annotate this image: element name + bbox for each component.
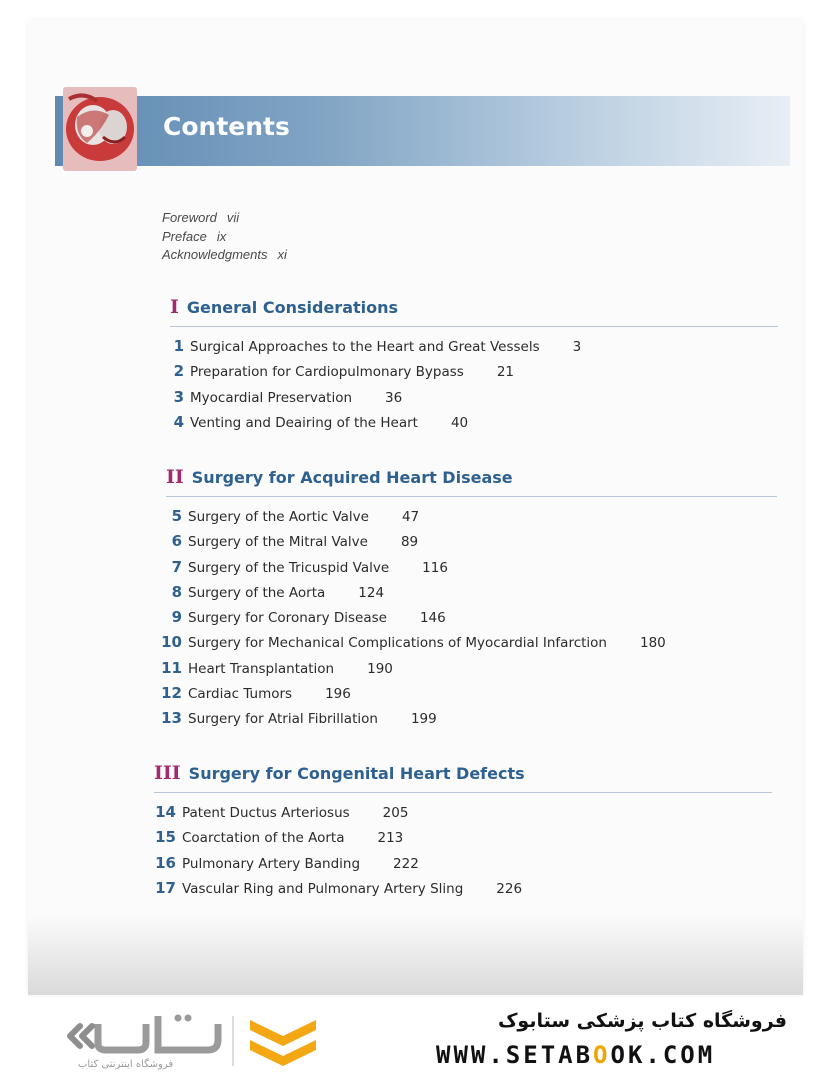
chapter-row [166,583,777,608]
chapter-title: Surgery of the Aorta [188,584,326,601]
chapter-number: 4 [173,412,184,431]
chapter-row [170,413,778,438]
chapter-row [166,507,777,532]
front-matter-label: Acknowledgments [162,247,268,262]
front-matter-list [162,209,287,265]
chapter-number: 5 [171,507,182,525]
chapter-row [154,854,772,879]
page-shadow [28,915,803,995]
front-matter-item [162,228,287,247]
url-suffix: OK.COM [610,1041,716,1069]
chapter-number: 8 [171,582,182,601]
chapter-number: 6 [171,532,182,551]
chapter-number: 16 [155,853,176,872]
chapter-row [166,608,777,633]
chapter-list [154,803,772,904]
url-mid: ETAB [523,1041,594,1069]
part-2 [161,466,777,735]
chapter-row [154,828,772,853]
chapter-number: 14 [155,803,176,821]
front-matter-page: xi [277,247,287,262]
chapter-title: Surgery of the Mitral Valve [188,534,368,551]
part-numeral: II [166,466,184,488]
chapter-page: 199 [410,711,437,728]
chapter-list [170,337,778,438]
page-title: Contents [163,112,290,141]
chapter-title: Coarctation of the Aorta [182,830,345,847]
chapter-number: 10 [161,633,182,652]
front-matter-page: ix [216,228,227,244]
section-divider [166,496,777,497]
chapter-number: 3 [173,387,184,406]
front-matter-label: Preface [162,228,207,244]
chapter-number: 1 [173,337,184,355]
front-matter-item [162,209,287,228]
section-divider [154,792,772,793]
chapter-page: 36 [385,389,403,406]
heart-illustration-icon [63,87,137,171]
chapter-row [161,709,777,734]
chapter-title: Surgery for Coronary Disease [188,610,387,627]
chapter-row [170,362,778,387]
chapter-page: 196 [325,686,351,703]
chapter-number: 7 [171,557,182,576]
chapter-title: Vascular Ring and Pulmonary Artery Sling [182,880,464,897]
chapter-row [161,633,777,658]
chapter-page: 3 [572,339,582,355]
chapter-page: 190 [367,660,393,677]
chapter-title: Surgery of the Tricuspid Valve [188,559,390,576]
front-matter-item [162,246,287,265]
chapter-page: 226 [496,880,523,897]
chapter-title: Patent Ductus Arteriosus [182,805,350,821]
chapter-row [166,532,777,557]
chapter-page: 146 [419,610,446,627]
chapter-page: 89 [400,534,419,551]
chapter-number: 15 [155,828,176,847]
front-matter-page: vii [226,210,240,225]
url-highlight: O [593,1041,611,1069]
part-1 [170,296,778,438]
logo-subtitle: فروشگاه اینترنتی کتاب [78,1059,174,1070]
section-divider [170,326,778,327]
front-matter-label: Foreword [162,210,217,225]
chapter-row [161,684,777,709]
chapter-title: Surgery for Mechanical Complications of Myocardial Infarction [188,635,607,652]
chapter-page: 205 [382,805,409,821]
chapter-list [161,507,777,735]
part-title: General Considerations [186,298,399,317]
chapter-number: 13 [161,709,182,728]
chapter-title: Cardiac Tumors [188,686,293,703]
chapter-page: 116 [422,559,448,576]
chapter-page: 124 [358,584,385,601]
chapter-title: Surgical Approaches to the Heart and Great Vessels [190,339,540,355]
chapter-title: Pulmonary Artery Banding [182,855,361,872]
chapter-row [161,658,777,684]
chapter-title: Venting and Deairing of the Heart [190,414,418,431]
url-prefix: WWW.S [436,1041,524,1069]
chapter-number: 11 [161,658,182,677]
chapter-page: 222 [393,855,419,872]
chapter-title: Preparation for Cardiopulmonary Bypass [190,364,464,381]
part-title: Surgery for Congenital Heart Defects [188,764,525,783]
chapter-row [166,558,777,583]
store-name: فروشگاه کتاب پزشکی ستابوک [497,1010,787,1032]
store-url[interactable] [436,1041,796,1069]
chapter-number: 17 [155,878,176,897]
chapter-page: 47 [401,509,420,525]
chapter-number: 12 [161,684,182,703]
chapter-number: 2 [173,362,184,381]
chapter-page: 213 [377,830,404,847]
chapter-title: Surgery of the Aortic Valve [188,509,369,525]
chapter-page: 21 [496,364,515,381]
chapter-page: 180 [639,635,666,652]
part-numeral: III [154,762,181,784]
chapter-row [154,879,772,904]
chapter-title: Myocardial Preservation [190,389,353,406]
chapter-row [154,803,772,828]
bleed-through-text [470,108,800,158]
chapter-row [170,388,778,413]
part-title: Surgery for Acquired Heart Disease [191,468,513,487]
chapter-row [170,337,778,362]
chapter-page: 40 [450,414,469,431]
part-numeral: I [170,296,179,318]
chapter-title: Heart Transplantation [188,660,335,677]
part-3 [154,762,772,904]
chapter-title: Surgery for Atrial Fibrillation [188,711,378,728]
chapter-number: 9 [171,608,182,627]
